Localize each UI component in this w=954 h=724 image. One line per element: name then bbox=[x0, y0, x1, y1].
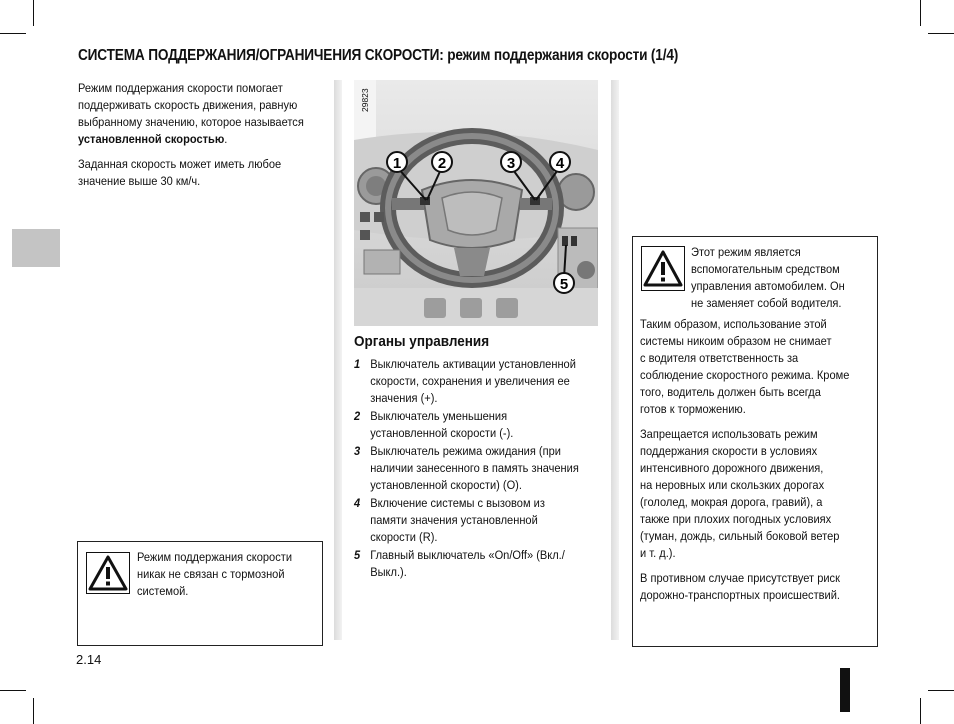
text-line: Выключатель уменьшения bbox=[370, 409, 508, 423]
text-line: скорости, сохранения и увеличения ее bbox=[370, 374, 570, 388]
callout-3 bbox=[501, 152, 521, 172]
text-line: (туман, дождь, сильный боковой ветер bbox=[640, 529, 840, 543]
text-line: поддерживать скорость движения, равную bbox=[78, 98, 298, 112]
text-line: Выключатель активации установленной bbox=[370, 357, 576, 371]
svg-text:5: 5 bbox=[559, 276, 569, 293]
set-speed-term: установленной скоростью bbox=[78, 132, 225, 146]
text-line: памяти значения установленной bbox=[370, 513, 538, 527]
list-item bbox=[354, 547, 597, 581]
crop-mark bbox=[0, 33, 26, 34]
text-line: никак не связан с тормозной bbox=[137, 567, 285, 581]
text-line: Режим поддержания скорости помогает bbox=[78, 81, 283, 95]
callout-1 bbox=[387, 152, 407, 172]
svg-text:4: 4 bbox=[555, 155, 565, 172]
crop-mark bbox=[928, 33, 954, 34]
text-line: скорости (R). bbox=[370, 530, 438, 544]
text-line: на неровных или скользких дорогах bbox=[640, 478, 825, 492]
text-line: установленной скорости) (O). bbox=[370, 478, 522, 492]
warning-icon bbox=[86, 552, 130, 594]
brake-warning-box bbox=[77, 541, 323, 646]
svg-text:1: 1 bbox=[392, 155, 402, 172]
text-line: установленной скорости (-). bbox=[370, 426, 514, 440]
page-title: СИСТЕМА ПОДДЕРЖАНИЯ/ОГРАНИЧЕНИЯ СКОРОСТИ: режим поддержания скорости (1/4) bbox=[78, 47, 679, 64]
text-line: значения (+). bbox=[370, 391, 438, 405]
thumb-index-bar bbox=[840, 668, 850, 712]
text-line: . bbox=[224, 132, 228, 146]
section-tab bbox=[12, 229, 60, 267]
text-line: В противном случае присутствует риск bbox=[640, 571, 840, 585]
text-line: выбранному значению, которое называется bbox=[78, 115, 304, 129]
svg-text:3: 3 bbox=[506, 155, 516, 172]
text-line: системы никоим образом не снимает bbox=[640, 334, 832, 348]
list-item bbox=[354, 356, 597, 407]
text-line: Режим поддержания скорости bbox=[137, 550, 292, 564]
text-line: дорожно-транспортных происшествий. bbox=[640, 588, 840, 602]
list-item bbox=[354, 443, 597, 494]
text-line: управления автомобилем. Он bbox=[691, 279, 845, 293]
item-number: 2 bbox=[354, 409, 361, 423]
text-line: системой. bbox=[137, 584, 189, 598]
figure-id: 29823 bbox=[360, 88, 370, 112]
item-number: 5 bbox=[354, 548, 361, 562]
text-line: Выключатель режима ожидания (при bbox=[370, 444, 561, 458]
text-line: Включение системы с вызовом из bbox=[370, 496, 545, 510]
steering-wheel-figure bbox=[354, 80, 598, 326]
crop-mark bbox=[920, 698, 921, 724]
page-number: 2.14 bbox=[76, 652, 102, 667]
text-line: значение выше 30 км/ч. bbox=[78, 174, 201, 188]
item-number: 1 bbox=[354, 357, 361, 371]
item-number: 3 bbox=[354, 444, 361, 458]
item-number: 4 bbox=[354, 496, 361, 510]
warning-icon bbox=[641, 246, 685, 291]
text-line: готов к торможению. bbox=[640, 402, 746, 416]
callout-markers bbox=[354, 80, 598, 326]
text-line: с водителя ответственность за bbox=[640, 351, 799, 365]
text-line: соблюдение скоростного режима. Кроме bbox=[640, 368, 850, 382]
crop-mark bbox=[928, 690, 954, 691]
text-line: вспомогательным средством bbox=[691, 262, 840, 276]
text-line: интенсивного дорожного движения, bbox=[640, 461, 824, 475]
list-item bbox=[354, 408, 597, 442]
text-line: также при плохих погодных условиях bbox=[640, 512, 832, 526]
driver-warning-box bbox=[632, 236, 878, 647]
text-line: поддержания скорости в условиях bbox=[640, 444, 818, 458]
list-item bbox=[354, 495, 597, 546]
crop-mark bbox=[920, 0, 921, 26]
text-line: Таким образом, использование этой bbox=[640, 317, 827, 331]
controls-heading: Органы управления bbox=[354, 333, 490, 350]
crop-mark bbox=[33, 698, 34, 724]
callout-5 bbox=[554, 273, 574, 293]
text-line: Главный выключатель «On/Off» (Вкл./ bbox=[370, 548, 565, 562]
callout-4 bbox=[550, 152, 570, 172]
text-line: Выкл.). bbox=[370, 565, 407, 579]
text-line: Этот режим является bbox=[691, 245, 801, 259]
intro-text bbox=[78, 80, 343, 198]
text-line: наличии занесенного в память значения bbox=[370, 461, 579, 475]
text-line: и т. д.). bbox=[640, 546, 676, 560]
text-line: Заданная скорость может иметь любое bbox=[78, 157, 282, 171]
text-line: (гололед, мокрая дорога, гравий), а bbox=[640, 495, 823, 509]
text-line: того, водитель должен быть всегда bbox=[640, 385, 821, 399]
text-line: не заменяет собой водителя. bbox=[691, 296, 842, 310]
controls-list bbox=[354, 356, 624, 582]
crop-mark bbox=[33, 0, 34, 26]
crop-mark bbox=[0, 690, 26, 691]
text-line: Запрещается использовать режим bbox=[640, 427, 818, 441]
callout-2 bbox=[432, 152, 452, 172]
svg-text:2: 2 bbox=[437, 155, 447, 172]
